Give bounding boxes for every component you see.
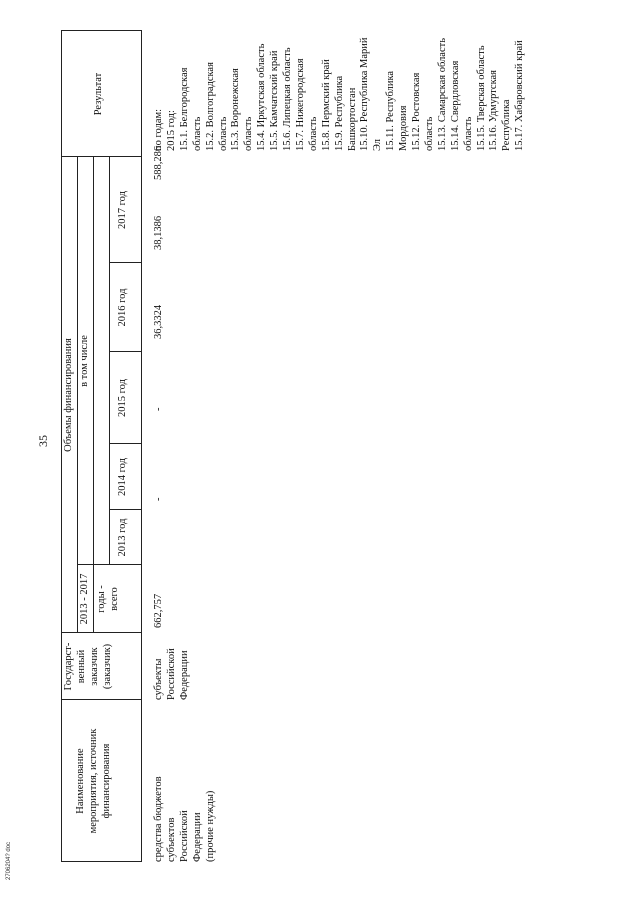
result-line: 15.16. Удмуртская: [488, 70, 500, 151]
result-line: 15.15. Тверская область: [475, 45, 487, 151]
row-name-line: субъектов: [166, 817, 177, 862]
rotated-table-page: [57, 30, 587, 862]
header-year-2017: 2017 год: [117, 191, 128, 229]
result-line: Республика: [501, 99, 513, 151]
row-customer-line: Российской: [166, 648, 177, 700]
result-line: 15.11. Республика: [385, 70, 397, 151]
header-total-period: 2013 - 2017: [79, 573, 90, 625]
header-including: в том числе: [79, 335, 90, 387]
row-name-line: (прочие нужды): [205, 790, 216, 862]
footer-document-code: 2706204? doc: [6, 841, 12, 880]
header-customer-line: заказчик: [89, 647, 100, 686]
header-funding-group: Объемы финансирования: [63, 338, 74, 452]
result-line: 15.10. Республика Марий: [359, 37, 371, 151]
row-customer-line: Федерации: [179, 650, 190, 700]
result-line: область: [243, 116, 255, 151]
row-name-line: средства бюджетов: [153, 776, 164, 862]
header-result: Результат: [93, 72, 104, 116]
header-year-2016: 2016 год: [117, 288, 128, 327]
result-line: Мордовия: [398, 105, 410, 151]
result-line: по годам:: [153, 108, 164, 151]
result-line: Эл: [372, 138, 384, 151]
page-number: 35: [36, 435, 50, 447]
header-year-2014: 2014 год: [117, 458, 128, 496]
result-line: область: [423, 116, 435, 151]
row-name-line: Федерации: [192, 812, 203, 862]
result-line: 15.13. Самарская область: [436, 37, 448, 151]
years-top-border: [109, 157, 110, 565]
result-line: 15.5. Камчатский край: [269, 50, 281, 151]
header-year-2015: 2015 год: [117, 379, 128, 417]
header-year-2013: 2013 год: [117, 518, 128, 557]
row-total: 662,757: [153, 593, 164, 628]
row-y2014: -: [153, 407, 164, 411]
row-y2013: -: [153, 497, 164, 501]
header-bottom-border: [141, 30, 142, 862]
result-line: 15.2. Волгоградская: [204, 62, 216, 151]
result-line: область: [191, 116, 203, 151]
result-line: 15.4. Иркутская область: [256, 43, 268, 151]
result-line: 15.12. Ростовская: [411, 72, 422, 151]
row-customer-line: субъекты: [153, 658, 164, 700]
result-line: 2015 год:: [165, 110, 177, 151]
header-customer-line: венный: [76, 649, 87, 684]
row-y2017: 588,286: [153, 145, 164, 180]
row-y2015: 36,3324: [153, 304, 164, 339]
header-total-label: годы -: [96, 585, 107, 613]
result-line: 15.8. Пермский край: [320, 59, 332, 151]
funding-group-underline: [77, 157, 78, 633]
result-line: область: [462, 116, 474, 151]
result-line: 15.3. Воронежская: [230, 68, 242, 151]
total-period-underline: [93, 565, 94, 633]
result-line: 15.7. Нижегородская: [294, 58, 306, 151]
header-customer-line: (заказчик): [102, 643, 113, 690]
result-line: 15.6. Липецкая область: [282, 47, 293, 151]
row-y2016: 38,1386: [153, 215, 164, 250]
header-name-line: финансирования: [101, 743, 112, 819]
result-line: 15.17. Хабаровский край: [514, 40, 526, 151]
result-line: область: [217, 116, 229, 151]
header-name-line: Наименование: [75, 748, 86, 814]
result-line: область: [307, 116, 319, 151]
header-customer-line: Государст-: [63, 642, 74, 691]
row-name-line: Российской: [179, 810, 190, 862]
header-name-line: мероприятия, источник: [88, 728, 99, 834]
result-line: Башкортостан: [346, 87, 358, 151]
including-underline: [93, 157, 94, 565]
result-line: 15.9. Республика: [333, 75, 345, 151]
result-line: 15.1. Белгородская: [178, 67, 190, 151]
header-total-label: всего: [109, 587, 120, 611]
result-line: 15.14. Свердловская: [449, 60, 461, 151]
table-top-border: [61, 30, 62, 862]
